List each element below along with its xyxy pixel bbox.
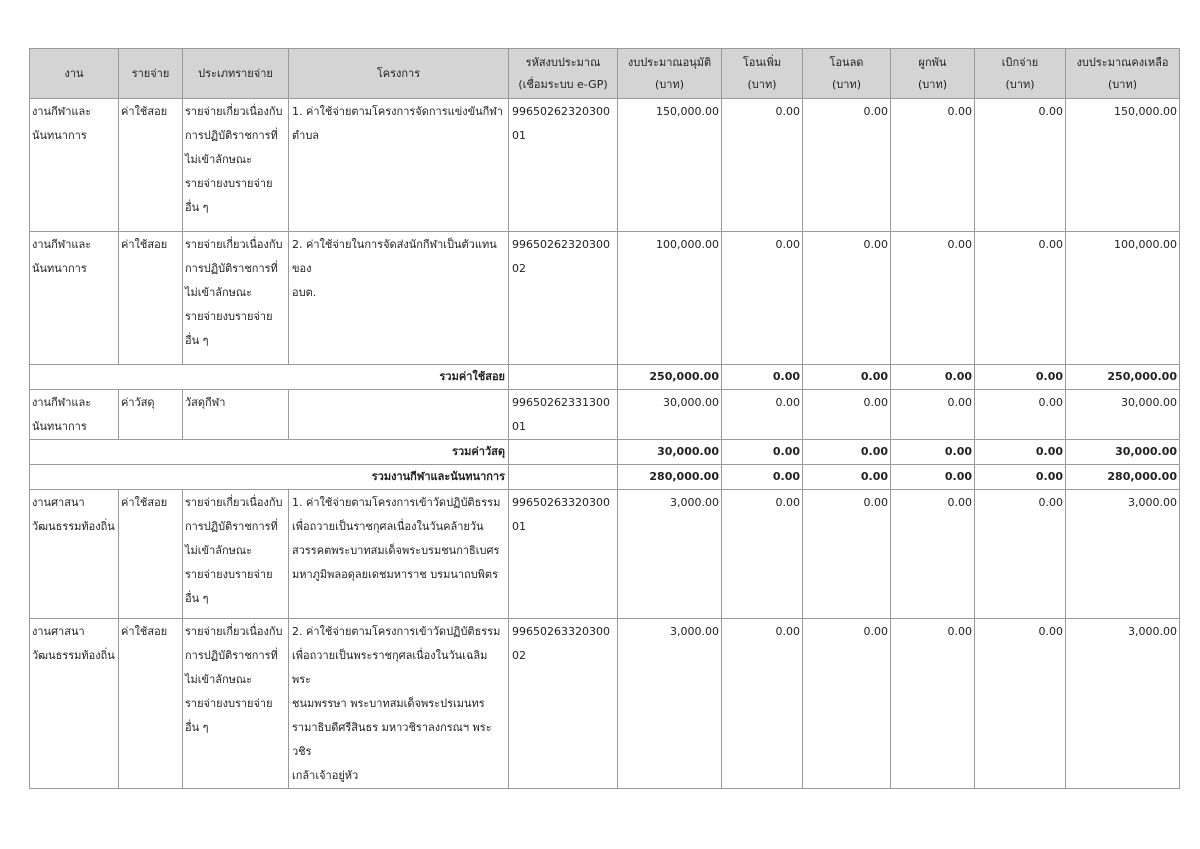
cell-expense-type: รายจ่ายเกี่ยวเนื่องกับ การปฏิบัติราชการที่ ไม่เข้าลักษณะ รายจ่ายงบรายจ่าย อื่น ๆ [183,619,289,789]
col-header-expense-type: ประเภทรายจ่าย [183,49,289,99]
cell-budget-code: 9965026232030002 [509,232,618,365]
cell-committed: 0.00 [891,619,975,789]
cell-approved: 100,000.00 [618,232,722,365]
subtotal-approved: 280,000.00 [618,465,722,490]
subtotal-approved: 30,000.00 [618,440,722,465]
col-header-disbursed: เบิกจ่าย (บาท) [975,49,1066,99]
subtotal-transfer-out: 0.00 [803,365,891,390]
subtotal-row [30,465,1180,490]
subtotal-label: รวมค่าใช้สอย [30,365,509,390]
cell-transfer-out: 0.00 [803,99,891,232]
subtotal-remaining: 250,000.00 [1066,365,1180,390]
col-header-remaining: งบประมาณคงเหลือ (บาท) [1066,49,1180,99]
cell-transfer-out: 0.00 [803,232,891,365]
budget-table [29,48,1180,789]
cell-work: งานกีฬาและ นันทนาการ [30,390,119,440]
cell-remaining: 3,000.00 [1066,619,1180,789]
col-header-expense: รายจ่าย [119,49,183,99]
cell-work: งานศาสนา วัฒนธรรมท้องถิ่น [30,490,119,619]
cell-committed: 0.00 [891,99,975,232]
cell-approved: 3,000.00 [618,490,722,619]
table-row [30,99,1180,232]
cell-budget-code: 9965026233130001 [509,390,618,440]
subtotal-transfer-in: 0.00 [722,365,803,390]
cell-approved: 150,000.00 [618,99,722,232]
cell-expense: ค่าใช้สอย [119,99,183,232]
cell-project: 1. ค่าใช้จ่ายตามโครงการเข้าวัดปฏิบัติธรรม เพื่อถวายเป็นราชกุศลเนื่องในวันคล้ายวัน สวรรคตพระบาทสมเด็จพระบรมชนกาธิเบศร มหาภูมิพลอดุลยเดชมหาราช บรมนาถบพิตร [289,490,509,619]
subtotal-label: รวมค่าวัสดุ [30,440,509,465]
subtotal-label: รวมงานกีฬาและนันทนาการ [30,465,509,490]
subtotal-remaining: 30,000.00 [1066,440,1180,465]
col-header-transfer-in: โอนเพิ่ม (บาท) [722,49,803,99]
col-header-transfer-out: โอนลด (บาท) [803,49,891,99]
col-header-approved: งบประมาณอนุมัติ (บาท) [618,49,722,99]
cell-remaining: 3,000.00 [1066,490,1180,619]
cell-budget-code: 9965026332030001 [509,490,618,619]
cell-expense-type: รายจ่ายเกี่ยวเนื่องกับ การปฏิบัติราชการที่ ไม่เข้าลักษณะ รายจ่ายงบรายจ่าย อื่น ๆ [183,99,289,232]
cell-project: 2. ค่าใช้จ่ายตามโครงการเข้าวัดปฏิบัติธรรม เพื่อถวายเป็นพระราชกุศลเนื่องในวันเฉลิมพระ ชนมพรรษา พระบาทสมเด็จพระปรเมนทร รามาธิบดีศรีสินธร มหาวชิราลงกรณฯ พระวชิร เกล้าเจ้าอยู่หัว [289,619,509,789]
col-header-work: งาน [30,49,119,99]
subtotal-disbursed: 0.00 [975,440,1066,465]
subtotal-transfer-in: 0.00 [722,465,803,490]
cell-disbursed: 0.00 [975,99,1066,232]
subtotal-row [30,440,1180,465]
cell-expense: ค่าใช้สอย [119,619,183,789]
subtotal-remaining: 280,000.00 [1066,465,1180,490]
cell-disbursed: 0.00 [975,390,1066,440]
table-row [30,232,1180,365]
cell-project: 2. ค่าใช้จ่ายในการจัดส่งนักกีฬาเป็นตัวแทนของ อบต. [289,232,509,365]
col-header-project: โครงการ [289,49,509,99]
subtotal-transfer-in: 0.00 [722,440,803,465]
table-row [30,619,1180,789]
table-row [30,390,1180,440]
cell-remaining: 150,000.00 [1066,99,1180,232]
subtotal-empty-cell [509,465,618,490]
table-header-row [30,49,1180,99]
subtotal-row [30,365,1180,390]
cell-approved: 3,000.00 [618,619,722,789]
subtotal-disbursed: 0.00 [975,465,1066,490]
subtotal-empty-cell [509,440,618,465]
cell-expense: ค่าใช้สอย [119,232,183,365]
cell-committed: 0.00 [891,490,975,619]
cell-expense-type: วัสดุกีฬา [183,390,289,440]
cell-transfer-in: 0.00 [722,99,803,232]
subtotal-transfer-out: 0.00 [803,465,891,490]
cell-remaining: 30,000.00 [1066,390,1180,440]
subtotal-committed: 0.00 [891,440,975,465]
cell-expense: ค่าวัสดุ [119,390,183,440]
cell-transfer-out: 0.00 [803,490,891,619]
cell-transfer-out: 0.00 [803,619,891,789]
cell-transfer-in: 0.00 [722,390,803,440]
cell-committed: 0.00 [891,390,975,440]
cell-remaining: 100,000.00 [1066,232,1180,365]
cell-expense-type: รายจ่ายเกี่ยวเนื่องกับ การปฏิบัติราชการที่ ไม่เข้าลักษณะ รายจ่ายงบรายจ่าย อื่น ๆ [183,232,289,365]
cell-work: งานศาสนา วัฒนธรรมท้องถิ่น [30,619,119,789]
cell-work: งานกีฬาและ นันทนาการ [30,99,119,232]
table-row [30,490,1180,619]
cell-transfer-out: 0.00 [803,390,891,440]
cell-approved: 30,000.00 [618,390,722,440]
subtotal-transfer-out: 0.00 [803,440,891,465]
cell-budget-code: 9965026232030001 [509,99,618,232]
cell-project: 1. ค่าใช้จ่ายตามโครงการจัดการแข่งขันกีฬา ตำบล [289,99,509,232]
subtotal-disbursed: 0.00 [975,365,1066,390]
cell-committed: 0.00 [891,232,975,365]
subtotal-committed: 0.00 [891,365,975,390]
cell-project [289,390,509,440]
cell-transfer-in: 0.00 [722,490,803,619]
cell-transfer-in: 0.00 [722,619,803,789]
cell-transfer-in: 0.00 [722,232,803,365]
subtotal-approved: 250,000.00 [618,365,722,390]
cell-disbursed: 0.00 [975,490,1066,619]
col-header-budget-code: รหัสงบประมาณ (เชื่อมระบบ e-GP) [509,49,618,99]
cell-expense-type: รายจ่ายเกี่ยวเนื่องกับ การปฏิบัติราชการที่ ไม่เข้าลักษณะ รายจ่ายงบรายจ่าย อื่น ๆ [183,490,289,619]
subtotal-committed: 0.00 [891,465,975,490]
cell-work: งานกีฬาและ นันทนาการ [30,232,119,365]
cell-disbursed: 0.00 [975,619,1066,789]
col-header-committed: ผูกพัน (บาท) [891,49,975,99]
cell-budget-code: 9965026332030002 [509,619,618,789]
subtotal-empty-cell [509,365,618,390]
cell-disbursed: 0.00 [975,232,1066,365]
cell-expense: ค่าใช้สอย [119,490,183,619]
